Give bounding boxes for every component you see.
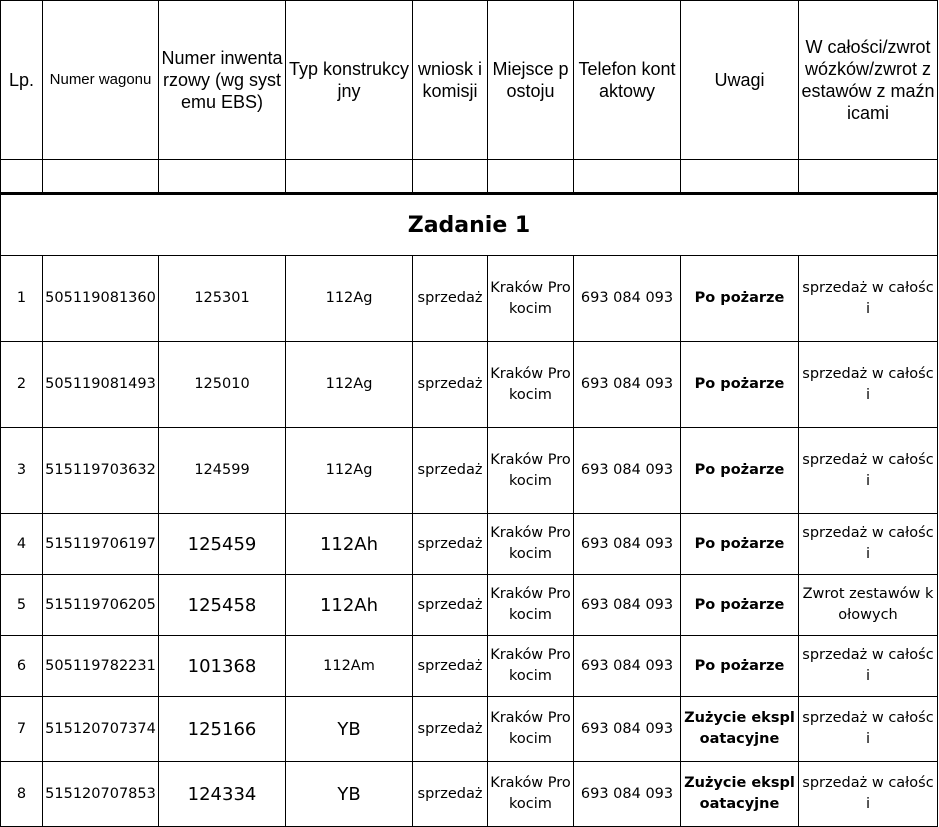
row-lp: 8 [1, 762, 43, 827]
row-numer-inwentarzowy: 124334 [159, 762, 286, 827]
empty-cell [43, 160, 159, 194]
row-uwagi: Po pożarze [681, 342, 799, 428]
row-numer-wagonu: 505119782231 [43, 636, 159, 697]
row-telefon: 693 084 093 [574, 636, 681, 697]
row-wniosek: sprzedaż [413, 697, 488, 762]
row-numer-inwentarzowy: 125459 [159, 514, 286, 575]
row-uwagi: Po pożarze [681, 636, 799, 697]
empty-cell [159, 160, 286, 194]
row-uwagi: Zużycie eksploatacyjne [681, 762, 799, 827]
row-numer-inwentarzowy: 125301 [159, 256, 286, 342]
row-typ-konstrukcyjny: YB [286, 762, 413, 827]
row-typ-konstrukcyjny: YB [286, 697, 413, 762]
row-typ-konstrukcyjny: 112Am [286, 636, 413, 697]
empty-cell [413, 160, 488, 194]
row-telefon: 693 084 093 [574, 514, 681, 575]
row-typ-konstrukcyjny: 112Ag [286, 256, 413, 342]
row-wniosek: sprzedaż [413, 514, 488, 575]
row-miejsce-postoju: Kraków Prokocim [488, 636, 574, 697]
row-miejsce-postoju: Kraków Prokocim [488, 428, 574, 514]
row-telefon: 693 084 093 [574, 428, 681, 514]
row-telefon: 693 084 093 [574, 575, 681, 636]
row-w-calosci: Zwrot zestawów kołowych [799, 575, 938, 636]
header-miejsce-postoju: Miejsce postoju [488, 1, 574, 160]
header-numer-wagonu: Numer wagonu [43, 1, 159, 160]
row-miejsce-postoju: Kraków Prokocim [488, 342, 574, 428]
row-numer-wagonu: 505119081493 [43, 342, 159, 428]
row-typ-konstrukcyjny: 112Ag [286, 428, 413, 514]
row-lp: 2 [1, 342, 43, 428]
table-row [1, 575, 938, 636]
empty-cell [286, 160, 413, 194]
header-lp: Lp. [1, 1, 43, 160]
table-row [1, 514, 938, 575]
row-miejsce-postoju: Kraków Prokocim [488, 256, 574, 342]
row-numer-wagonu: 505119081360 [43, 256, 159, 342]
row-uwagi: Po pożarze [681, 428, 799, 514]
row-w-calosci: sprzedaż w całości [799, 256, 938, 342]
header-numer-inwentarzowy: Numer inwentarzowy (wg systemu EBS) [159, 1, 286, 160]
row-uwagi: Po pożarze [681, 256, 799, 342]
row-uwagi: Po pożarze [681, 514, 799, 575]
row-miejsce-postoju: Kraków Prokocim [488, 575, 574, 636]
section-title: Zadanie 1 [1, 194, 938, 256]
header-telefon: Telefon kontaktowy [574, 1, 681, 160]
row-numer-inwentarzowy: 125166 [159, 697, 286, 762]
row-w-calosci: sprzedaż w całości [799, 697, 938, 762]
row-numer-inwentarzowy: 124599 [159, 428, 286, 514]
row-w-calosci: sprzedaż w całości [799, 342, 938, 428]
table-row [1, 636, 938, 697]
row-lp: 3 [1, 428, 43, 514]
row-numer-inwentarzowy: 125458 [159, 575, 286, 636]
row-numer-wagonu: 515120707853 [43, 762, 159, 827]
row-w-calosci: sprzedaż w całości [799, 514, 938, 575]
row-lp: 6 [1, 636, 43, 697]
row-w-calosci: sprzedaż w całości [799, 428, 938, 514]
row-lp: 1 [1, 256, 43, 342]
row-lp: 4 [1, 514, 43, 575]
row-lp: 5 [1, 575, 43, 636]
empty-cell [1, 160, 43, 194]
row-wniosek: sprzedaż [413, 762, 488, 827]
row-numer-wagonu: 515119706205 [43, 575, 159, 636]
row-wniosek: sprzedaż [413, 342, 488, 428]
row-miejsce-postoju: Kraków Prokocim [488, 762, 574, 827]
row-miejsce-postoju: Kraków Prokocim [488, 697, 574, 762]
row-typ-konstrukcyjny: 112Ag [286, 342, 413, 428]
row-telefon: 693 084 093 [574, 697, 681, 762]
empty-cell [799, 160, 938, 194]
table-row [1, 256, 938, 342]
row-uwagi: Zużycie eksploatacyjne [681, 697, 799, 762]
row-wniosek: sprzedaż [413, 575, 488, 636]
row-telefon: 693 084 093 [574, 762, 681, 827]
row-numer-inwentarzowy: 101368 [159, 636, 286, 697]
header-w-calosci: W całości/zwrot wózków/zwrot zestawów z maźnicami [799, 1, 938, 160]
header-wniosek: wniosk i komisji [413, 1, 488, 160]
header-uwagi: Uwagi [681, 1, 799, 160]
row-wniosek: sprzedaż [413, 256, 488, 342]
table-row [1, 762, 938, 827]
table-header [1, 1, 938, 194]
row-typ-konstrukcyjny: 112Ah [286, 514, 413, 575]
row-typ-konstrukcyjny: 112Ah [286, 575, 413, 636]
row-lp: 7 [1, 697, 43, 762]
table-body [1, 256, 938, 827]
table-row [1, 342, 938, 428]
row-uwagi: Po pożarze [681, 575, 799, 636]
row-telefon: 693 084 093 [574, 256, 681, 342]
empty-cell [681, 160, 799, 194]
row-numer-inwentarzowy: 125010 [159, 342, 286, 428]
table-row [1, 428, 938, 514]
empty-cell [574, 160, 681, 194]
row-miejsce-postoju: Kraków Prokocim [488, 514, 574, 575]
empty-row [1, 160, 938, 194]
row-wniosek: sprzedaż [413, 428, 488, 514]
row-wniosek: sprzedaż [413, 636, 488, 697]
row-telefon: 693 084 093 [574, 342, 681, 428]
row-w-calosci: sprzedaż w całości [799, 762, 938, 827]
row-w-calosci: sprzedaż w całości [799, 636, 938, 697]
table-row [1, 697, 938, 762]
row-numer-wagonu: 515119706197 [43, 514, 159, 575]
row-numer-wagonu: 515120707374 [43, 697, 159, 762]
row-numer-wagonu: 515119703632 [43, 428, 159, 514]
header-typ-konstrukcyjny: Typ konstrukcyjny [286, 1, 413, 160]
empty-cell [488, 160, 574, 194]
